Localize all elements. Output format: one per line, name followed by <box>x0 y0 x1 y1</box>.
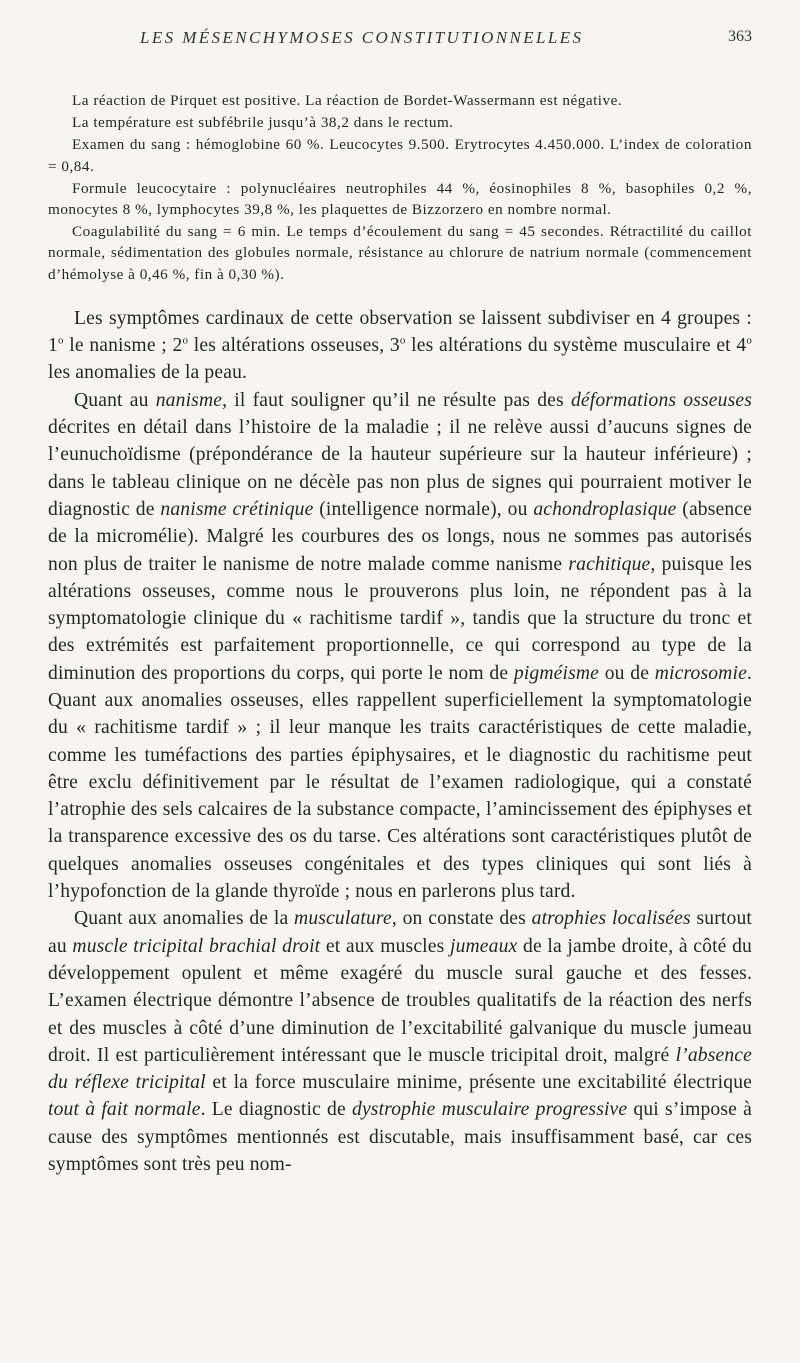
page-number: 363 <box>728 28 752 45</box>
note-paragraph: Formule leucocytaire : polynucléaires neutrophiles 44 %, éosinophiles 8 %, basophiles 0,2 %, monocytes 8 %, lymphocytes 39,8 %, les plaquettes de Bizzorzero en nombre normal. <box>48 179 752 219</box>
body-paragraph-nanisme: Quant au nanisme, il faut souligner qu’il ne résulte pas des déformations osseuses décrites en détail dans l’histoire de la maladie ; il ne relève aussi d’aucuns signes de l’eunuchoïdisme (prépondérance de la hauteur supérieure sur la hauteur inférieure) ; dans le tableau clinique on ne décèle pas non plus de signes qui pourraient motiver le diagnostic de nanisme crétinique (intelligence normale), ou achondroplasique (absence de la micromélie). Malgré les courbures des os longs, nous ne sommes pas autorisés non plus de traiter le nanisme de notre malade comme nanisme rachitique, puisque les altérations osseuses, comme nous le prouverons plus loin, ne répondent pas à la symptomatologie clinique du « rachitisme tardif », tandis que la structure du tronc et des extrémités est parfaitement proportionnelle, ce qui correspond au type de la diminution des proportions du corps, qui porte le nom de pigméisme ou de microsomie. Quant aux anomalies osseuses, elles rappellent superficiellement la symptomatologie du « rachitisme tardif » ; il leur manque les traits caractéristiques de cette maladie, comme les tuméfactions des parties épiphysaires, et le diagnostic du rachitisme peut être exclu définitivement par le résultat de l’examen radiologique, qui a constaté l’atrophie des sels calcaires de la substance compacte, l’amincissement des épiphyses et la transparence excessive des os du tarse. Ces altérations sont caractéristiques plutôt de quelques anomalies osseuses congénitales et des types cliniques qui sont liés à l’hypofonction de la glande thyroïde ; nous en parlerons plus tard. <box>48 389 753 903</box>
running-title: LES MÉSENCHYMOSES CONSTITUTIONNELLES <box>140 28 584 47</box>
note-paragraph: Coagulabilité du sang = 6 min. Le temps d’écoulement du sang = 45 secondes. Rétractilité du caillot normale, sédimentation des globules normale, résistance au chlorure de natrium normale (commencement d’hémolyse à 0,46 %, fin à 0,30 %). <box>48 223 752 283</box>
note-paragraph: Examen du sang : hémoglobine 60 %. Leucocytes 9.500. Erytrocytes 4.450.000. L’index de coloration = 0,84. <box>48 136 752 175</box>
note-paragraph: La température est subfébrile jusqu’à 38,2 dans le rectum. <box>72 114 454 132</box>
body-paragraph-symptoms: Les symptômes cardinaux de cette observation se laissent subdiviser en 4 groupes : 1$^o$ le nanisme ; 2$^o$ les altérations osseuses, 3$^o$ les altérations du système musculaire et 4$^o$ les anomalies de la peau. <box>48 307 752 384</box>
note-paragraph: La réaction de Pirquet est positive. La réaction de Bordet-Wassermann est négative. <box>72 92 623 109</box>
main-text <box>48 305 752 1179</box>
body-paragraph-musculature: Quant aux anomalies de la musculature, on constate des atrophies localisées surtout au muscle tricipital brachial droit et aux muscles jumeaux de la jambe droite, à côté du développement opulent et même exagéré du muscle sural gauche et des fesses. L’examen électrique démontre l’absence de troubles qualitatifs de la réaction des nerfs et des muscles à côté d’une diminution de l’excitabilité galvanique du muscle jumeau droit. Il est particulièrement intéressant que le muscle tricipital droit, malgré l’absence du réflexe tricipital et la force musculaire minime, présente une excitabilité électrique tout à fait normale. Le diagnostic de dystrophie musculaire progressive qui s’impose à cause des symptômes mentionnés est discutable, mais insuffisamment basé, car ces symptômes sont très peu nom- <box>48 908 752 1176</box>
case-notes <box>48 90 752 285</box>
running-header <box>48 28 752 62</box>
